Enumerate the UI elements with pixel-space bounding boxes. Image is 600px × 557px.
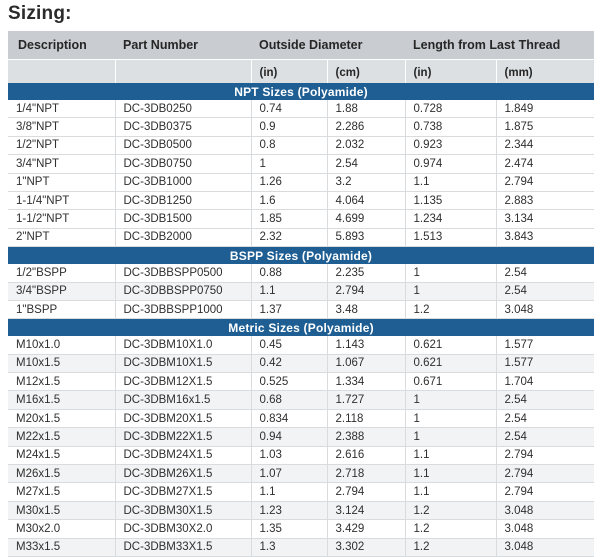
cell-part-number: DC-3DBM30X1.5 (115, 501, 251, 519)
cell-len-in: 1 (405, 428, 496, 446)
table-row (8, 391, 594, 409)
cell-part-number: DC-3DB1000 (115, 173, 251, 191)
cell-od-cm: 1.067 (327, 354, 405, 372)
table-row (8, 173, 594, 191)
table-body (8, 83, 594, 556)
cell-len-mm: 3.843 (496, 228, 594, 246)
cell-len-mm: 3.048 (496, 501, 594, 519)
cell-od-in: 0.88 (251, 264, 327, 282)
cell-len-in: 1.234 (405, 210, 496, 228)
cell-description: 1/2"NPT (8, 136, 115, 154)
unit-len-in: (in) (405, 60, 496, 84)
cell-od-cm: 1.334 (327, 373, 405, 391)
cell-len-mm: 3.048 (496, 520, 594, 538)
table-row (8, 300, 594, 318)
section-header-row (8, 247, 594, 265)
cell-od-in: 0.74 (251, 100, 327, 118)
table-row (8, 336, 594, 354)
cell-od-cm: 2.794 (327, 483, 405, 501)
table-row (8, 118, 594, 136)
cell-len-mm: 2.54 (496, 264, 594, 282)
cell-len-in: 1 (405, 409, 496, 427)
cell-len-in: 1.1 (405, 446, 496, 464)
table-row (8, 501, 594, 519)
cell-len-in: 0.671 (405, 373, 496, 391)
cell-len-mm: 3.048 (496, 538, 594, 556)
cell-part-number: DC-3DBBSPP1000 (115, 300, 251, 318)
cell-od-in: 1.85 (251, 210, 327, 228)
cell-description: M30x2.0 (8, 520, 115, 538)
cell-part-number: DC-3DB0500 (115, 136, 251, 154)
table-row (8, 228, 594, 246)
cell-od-cm: 3.302 (327, 538, 405, 556)
sizing-table (8, 31, 594, 557)
cell-od-cm: 2.235 (327, 264, 405, 282)
cell-len-mm: 2.794 (496, 173, 594, 191)
cell-od-in: 1.03 (251, 446, 327, 464)
cell-len-mm: 1.875 (496, 118, 594, 136)
cell-od-in: 1.23 (251, 501, 327, 519)
cell-description: 1/4"NPT (8, 100, 115, 118)
cell-od-in: 1.26 (251, 173, 327, 191)
cell-od-cm: 4.699 (327, 210, 405, 228)
cell-part-number: DC-3DBM16x1.5 (115, 391, 251, 409)
cell-part-number: DC-3DB1250 (115, 191, 251, 209)
cell-part-number: DC-3DBM22X1.5 (115, 428, 251, 446)
cell-part-number: DC-3DBM20X1.5 (115, 409, 251, 427)
cell-od-cm: 1.143 (327, 336, 405, 354)
cell-part-number: DC-3DBM33X1.5 (115, 538, 251, 556)
cell-od-in: 2.32 (251, 228, 327, 246)
cell-description: 3/4"NPT (8, 155, 115, 173)
table-row (8, 373, 594, 391)
cell-od-cm: 5.893 (327, 228, 405, 246)
cell-part-number: DC-3DBM26X1.5 (115, 465, 251, 483)
cell-od-cm: 2.616 (327, 446, 405, 464)
cell-description: M30x1.5 (8, 501, 115, 519)
cell-od-in: 0.68 (251, 391, 327, 409)
cell-len-in: 1.2 (405, 538, 496, 556)
table-row (8, 428, 594, 446)
unit-len-mm: (mm) (496, 60, 594, 84)
cell-od-cm: 2.388 (327, 428, 405, 446)
header-row (8, 31, 594, 60)
cell-len-mm: 1.849 (496, 100, 594, 118)
header-length-from-last-thread: Length from Last Thread (405, 31, 594, 60)
cell-len-in: 0.621 (405, 354, 496, 372)
cell-len-mm: 2.794 (496, 483, 594, 501)
cell-part-number: DC-3DB1500 (115, 210, 251, 228)
table-row (8, 409, 594, 427)
table-row (8, 100, 594, 118)
cell-len-mm: 1.577 (496, 354, 594, 372)
cell-len-mm: 1.704 (496, 373, 594, 391)
cell-od-in: 0.94 (251, 428, 327, 446)
cell-description: M16x1.5 (8, 391, 115, 409)
section-title: NPT Sizes (Polyamide) (8, 83, 594, 100)
cell-od-in: 0.8 (251, 136, 327, 154)
cell-od-cm: 2.118 (327, 409, 405, 427)
cell-len-in: 0.738 (405, 118, 496, 136)
cell-od-in: 0.42 (251, 354, 327, 372)
table-row (8, 446, 594, 464)
cell-part-number: DC-3DBM10X1.0 (115, 336, 251, 354)
cell-od-cm: 3.124 (327, 501, 405, 519)
cell-len-mm: 3.134 (496, 210, 594, 228)
table-row (8, 264, 594, 282)
cell-len-mm: 2.54 (496, 391, 594, 409)
cell-len-in: 1.2 (405, 501, 496, 519)
cell-description: 2"NPT (8, 228, 115, 246)
cell-len-mm: 3.048 (496, 300, 594, 318)
cell-len-in: 1 (405, 391, 496, 409)
cell-len-in: 0.923 (405, 136, 496, 154)
cell-description: M20x1.5 (8, 409, 115, 427)
table-row (8, 191, 594, 209)
cell-od-cm: 2.718 (327, 465, 405, 483)
cell-od-cm: 1.88 (327, 100, 405, 118)
cell-description: 1-1/2"NPT (8, 210, 115, 228)
cell-od-in: 1.1 (251, 282, 327, 300)
cell-len-mm: 2.54 (496, 428, 594, 446)
cell-len-in: 1.1 (405, 173, 496, 191)
cell-od-in: 0.834 (251, 409, 327, 427)
table-row (8, 136, 594, 154)
cell-od-cm: 2.032 (327, 136, 405, 154)
cell-description: 1"BSPP (8, 300, 115, 318)
cell-part-number: DC-3DBM30X2.0 (115, 520, 251, 538)
cell-od-cm: 2.54 (327, 155, 405, 173)
cell-od-in: 0.525 (251, 373, 327, 391)
cell-len-mm: 2.794 (496, 446, 594, 464)
header-outside-diameter: Outside Diameter (251, 31, 405, 60)
cell-len-in: 1.135 (405, 191, 496, 209)
cell-part-number: DC-3DBM27X1.5 (115, 483, 251, 501)
page-title: Sizing: (8, 3, 72, 24)
table-row (8, 483, 594, 501)
header-part-number: Part Number (115, 31, 251, 60)
section-header-row (8, 319, 594, 337)
table-row (8, 520, 594, 538)
cell-len-in: 1 (405, 264, 496, 282)
cell-len-mm: 2.54 (496, 409, 594, 427)
cell-od-in: 1.3 (251, 538, 327, 556)
cell-len-in: 1.2 (405, 300, 496, 318)
cell-len-mm: 2.474 (496, 155, 594, 173)
cell-od-in: 1 (251, 155, 327, 173)
cell-od-in: 1.1 (251, 483, 327, 501)
units-blank (8, 60, 115, 84)
cell-description: M33x1.5 (8, 538, 115, 556)
cell-part-number: DC-3DBBSPP0500 (115, 264, 251, 282)
units-row (8, 60, 594, 84)
cell-od-cm: 3.2 (327, 173, 405, 191)
cell-od-cm: 3.429 (327, 520, 405, 538)
cell-part-number: DC-3DB0375 (115, 118, 251, 136)
cell-description: M26x1.5 (8, 465, 115, 483)
cell-od-in: 1.6 (251, 191, 327, 209)
cell-part-number: DC-3DBM10X1.5 (115, 354, 251, 372)
cell-od-in: 0.9 (251, 118, 327, 136)
table-row (8, 210, 594, 228)
table-row (8, 465, 594, 483)
cell-part-number: DC-3DBM12X1.5 (115, 373, 251, 391)
cell-len-in: 0.974 (405, 155, 496, 173)
cell-part-number: DC-3DBBSPP0750 (115, 282, 251, 300)
cell-description: 3/4"BSPP (8, 282, 115, 300)
table-row (8, 354, 594, 372)
cell-len-mm: 2.344 (496, 136, 594, 154)
section-title: BSPP Sizes (Polyamide) (8, 247, 594, 265)
unit-od-in: (in) (251, 60, 327, 84)
cell-len-mm: 2.54 (496, 282, 594, 300)
cell-description: 1/2"BSPP (8, 264, 115, 282)
cell-len-mm: 2.794 (496, 465, 594, 483)
cell-od-cm: 1.727 (327, 391, 405, 409)
cell-len-mm: 1.577 (496, 336, 594, 354)
cell-len-in: 0.728 (405, 100, 496, 118)
cell-description: 3/8"NPT (8, 118, 115, 136)
cell-od-cm: 2.794 (327, 282, 405, 300)
table-row (8, 282, 594, 300)
cell-description: M22x1.5 (8, 428, 115, 446)
cell-description: M12x1.5 (8, 373, 115, 391)
cell-od-in: 1.07 (251, 465, 327, 483)
section-title: Metric Sizes (Polyamide) (8, 319, 594, 337)
cell-len-in: 0.621 (405, 336, 496, 354)
cell-description: 1-1/4"NPT (8, 191, 115, 209)
table-row (8, 538, 594, 556)
cell-description: M27x1.5 (8, 483, 115, 501)
cell-description: M24x1.5 (8, 446, 115, 464)
cell-part-number: DC-3DB2000 (115, 228, 251, 246)
header-description: Description (8, 31, 115, 60)
units-blank (115, 60, 251, 84)
cell-len-mm: 2.883 (496, 191, 594, 209)
table-row (8, 155, 594, 173)
cell-len-in: 1.2 (405, 520, 496, 538)
cell-len-in: 1 (405, 282, 496, 300)
cell-od-cm: 3.48 (327, 300, 405, 318)
cell-part-number: DC-3DB0250 (115, 100, 251, 118)
cell-description: 1"NPT (8, 173, 115, 191)
cell-description: M10x1.0 (8, 336, 115, 354)
cell-od-cm: 2.286 (327, 118, 405, 136)
cell-len-in: 1.513 (405, 228, 496, 246)
cell-od-in: 0.45 (251, 336, 327, 354)
cell-od-in: 1.35 (251, 520, 327, 538)
cell-part-number: DC-3DBM24X1.5 (115, 446, 251, 464)
cell-part-number: DC-3DB0750 (115, 155, 251, 173)
cell-od-cm: 4.064 (327, 191, 405, 209)
cell-len-in: 1.1 (405, 483, 496, 501)
section-header-row (8, 83, 594, 100)
cell-description: M10x1.5 (8, 354, 115, 372)
cell-od-in: 1.37 (251, 300, 327, 318)
cell-len-in: 1.1 (405, 465, 496, 483)
unit-od-cm: (cm) (327, 60, 405, 84)
